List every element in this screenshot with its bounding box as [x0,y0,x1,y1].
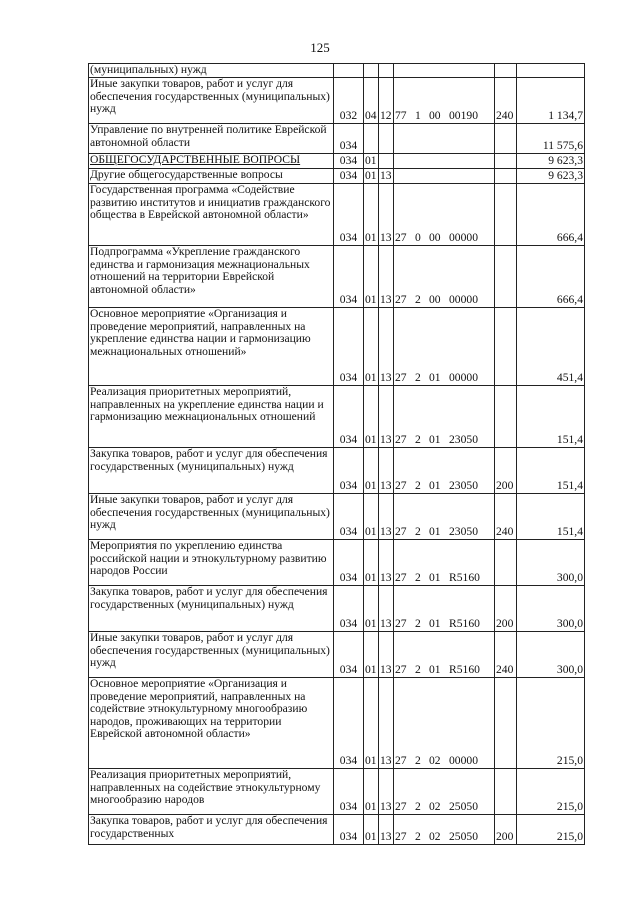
cell-rz: 01 [364,246,379,308]
cell-sum: 451,4 [517,308,585,386]
cell-cs [394,64,495,78]
cell-vr: 200 [495,448,517,494]
cell-cs-sub: 2 [415,479,421,493]
cell-rz: 01 [364,769,379,815]
cell-pr: 13 [379,448,394,494]
cell-name [89,124,334,154]
cell-gr: 034 [334,448,364,494]
table-row [89,769,585,815]
cell-name [89,154,334,169]
cell-cs [394,815,495,845]
cell-cs-dir: 00000 [449,754,478,768]
cell-gr: 034 [334,769,364,815]
cell-vr: 240 [495,632,517,678]
cell-sum: 300,0 [517,632,585,678]
cell-sum: 666,4 [517,246,585,308]
cell-cs-ev: 02 [429,800,441,814]
cell-cs-prog: 27 [395,479,407,493]
cell-gr: 034 [334,815,364,845]
cell-sum [517,64,585,78]
cell-rz: 01 [364,184,379,246]
cell-cs-ev: 00 [429,109,441,123]
cell-vr [495,184,517,246]
page-number: 125 [310,40,330,55]
cell-cs-ev: 01 [429,371,441,385]
cell-name-text: Закупка товаров, работ и услуг для обеспечения государственных (муниципальных) нужд [90,447,328,473]
cell-vr [495,124,517,154]
table-row [89,64,585,78]
cell-pr: 13 [379,540,394,586]
cell-name [89,78,334,124]
cell-cs-dir: 23050 [449,433,478,447]
cell-cs [394,169,495,184]
cell-cs-sub: 2 [415,433,421,447]
cell-cs-dir: R5160 [449,663,480,677]
cell-name-text: Реализация приоритетных мероприятий, направленных на укрепление единства нации и гармонизацию межнациональных отношений [90,385,324,424]
cell-pr: 13 [379,494,394,540]
cell-cs-dir: 25050 [449,800,478,814]
cell-cs-sub: 2 [415,293,421,307]
cell-vr [495,678,517,769]
cell-cs-ev: 01 [429,433,441,447]
cell-name-text: Подпрограмма «Укрепление гражданского единства и гармонизация межнациональных отношений на территории Еврейской автономной области» [90,245,310,296]
cell-gr: 034 [334,184,364,246]
cell-cs-ev: 01 [429,571,441,585]
table-row [89,540,585,586]
cell-name [89,169,334,184]
cell-gr: 034 [334,246,364,308]
cell-vr: 200 [495,586,517,632]
cell-cs [394,540,495,586]
cell-cs-ev: 00 [429,293,441,307]
cell-cs-prog: 27 [395,231,407,245]
cell-cs-sub: 2 [415,525,421,539]
cell-vr [495,64,517,78]
cell-vr [495,246,517,308]
cell-sum: 151,4 [517,494,585,540]
cell-rz [364,124,379,154]
table-row [89,308,585,386]
cell-sum: 215,0 [517,678,585,769]
cell-sum: 1 134,7 [517,78,585,124]
cell-rz: 01 [364,815,379,845]
table-row [89,678,585,769]
cell-name-text: Другие общегосударственные вопросы [90,168,283,181]
cell-pr [379,154,394,169]
cell-pr: 13 [379,246,394,308]
cell-sum: 9 623,3 [517,154,585,169]
cell-pr: 13 [379,632,394,678]
cell-vr [495,169,517,184]
cell-cs-sub: 2 [415,617,421,631]
cell-name-text: Иные закупки товаров, работ и услуг для обеспечения государственных (муниципальных) нужд [90,631,330,670]
cell-cs-dir: 00000 [449,293,478,307]
cell-cs-prog: 77 [395,109,407,123]
cell-cs [394,632,495,678]
cell-cs-dir: 25050 [449,830,478,844]
cell-cs-prog: 27 [395,663,407,677]
cell-gr: 032 [334,78,364,124]
table-body [89,64,585,845]
cell-pr [379,64,394,78]
cell-cs-sub: 0 [415,231,421,245]
cell-vr [495,386,517,448]
cell-cs-prog: 27 [395,617,407,631]
cell-name-text: Государственная программа «Содействие развитию институтов и инициатив гражданского общества в Еврейской автономной области» [90,183,331,222]
cell-pr: 13 [379,815,394,845]
cell-cs [394,154,495,169]
cell-rz [364,64,379,78]
table-row [89,494,585,540]
cell-name-text: Реализация приоритетных мероприятий, направленных на содействие этнокультурному многообразию народов [90,768,321,807]
cell-cs-ev: 00 [429,231,441,245]
cell-cs-sub: 1 [415,109,421,123]
cell-vr: 240 [495,78,517,124]
cell-rz: 01 [364,586,379,632]
cell-cs-prog: 27 [395,371,407,385]
cell-cs-prog: 27 [395,571,407,585]
cell-cs-dir: 23050 [449,525,478,539]
table-row [89,78,585,124]
table-row [89,124,585,154]
cell-gr: 034 [334,678,364,769]
cell-gr: 034 [334,632,364,678]
cell-cs-prog: 27 [395,293,407,307]
cell-name-text: Мероприятия по укреплению единства российской нации и этнокультурному развитию народов России [90,539,327,578]
cell-cs-ev: 02 [429,754,441,768]
cell-cs-prog: 27 [395,525,407,539]
cell-gr: 034 [334,154,364,169]
cell-cs-sub: 2 [415,371,421,385]
cell-name [89,184,334,246]
cell-sum: 215,0 [517,769,585,815]
cell-name [89,815,334,845]
cell-rz: 01 [364,632,379,678]
cell-name-text: Закупка товаров, работ и услуг для обеспечения государственных [90,814,328,840]
table-row [89,184,585,246]
cell-name [89,632,334,678]
cell-name-text: ОБЩЕГОСУДАРСТВЕННЫЕ ВОПРОСЫ [90,153,301,166]
cell-name [89,386,334,448]
cell-cs-ev: 01 [429,525,441,539]
cell-gr: 034 [334,308,364,386]
cell-pr: 13 [379,678,394,769]
cell-pr [379,124,394,154]
cell-name [89,678,334,769]
cell-gr: 034 [334,586,364,632]
cell-cs-sub: 2 [415,800,421,814]
cell-cs [394,386,495,448]
cell-cs-ev: 01 [429,663,441,677]
cell-rz: 01 [364,448,379,494]
cell-vr [495,540,517,586]
table-row [89,154,585,169]
cell-cs [394,308,495,386]
cell-gr: 034 [334,386,364,448]
cell-name-text: Управление по внутренней политике Еврейской автономной области [90,123,327,149]
cell-pr: 13 [379,308,394,386]
cell-gr: 034 [334,540,364,586]
cell-sum: 215,0 [517,815,585,845]
cell-rz: 04 [364,78,379,124]
cell-sum: 151,4 [517,448,585,494]
cell-cs [394,78,495,124]
table-row [89,386,585,448]
cell-name-text: (муниципальных) нужд [90,63,207,76]
cell-cs-sub: 2 [415,754,421,768]
cell-sum: 151,4 [517,386,585,448]
cell-cs-ev: 01 [429,479,441,493]
cell-name [89,769,334,815]
table-row [89,815,585,845]
cell-name-text: Основное мероприятие «Организация и проведение мероприятий, направленных на содействие этнокультурному многообразию народов, проживающих на территории Еврейской автономной области» [90,677,308,741]
cell-name [89,308,334,386]
table-row [89,448,585,494]
cell-pr: 13 [380,169,392,183]
cell-cs-ev: 02 [429,830,441,844]
cell-rz: 01 [364,494,379,540]
cell-vr [495,308,517,386]
cell-cs-sub: 2 [415,663,421,677]
table-row [89,246,585,308]
cell-name [89,586,334,632]
cell-rz: 01 [364,540,379,586]
cell-cs-prog: 27 [395,433,407,447]
cell-cs-sub: 2 [415,830,421,844]
cell-rz: 01 [364,678,379,769]
cell-cs-ev: 01 [429,617,441,631]
cell-gr: 034 [334,124,364,154]
cell-rz: 01 [364,308,379,386]
cell-pr: 13 [379,184,394,246]
cell-name-text: Основное мероприятие «Организация и проведение мероприятий, направленных на укрепление единства нации и гармонизацию межнациональных отношений» [90,307,311,358]
cell-pr: 12 [379,78,394,124]
table-row [89,586,585,632]
cell-cs [394,678,495,769]
cell-cs-dir: 00000 [449,371,478,385]
cell-cs [394,769,495,815]
cell-gr [334,64,364,78]
cell-cs-prog: 27 [395,830,407,844]
cell-vr: 240 [495,494,517,540]
cell-name [89,64,334,78]
cell-vr: 200 [495,815,517,845]
cell-cs-dir: 23050 [449,479,478,493]
cell-rz: 01 [365,169,377,183]
cell-cs [394,246,495,308]
cell-pr: 13 [379,769,394,815]
cell-sum: 300,0 [517,540,585,586]
cell-cs [394,124,495,154]
cell-name [89,540,334,586]
cell-sum: 9 623,3 [517,169,585,184]
cell-name-text: Иные закупки товаров, работ и услуг для обеспечения государственных (муниципальных) нужд [90,77,330,116]
table-row [89,169,585,184]
cell-cs-dir: 00000 [449,231,478,245]
cell-gr: 034 [334,169,364,184]
cell-cs [394,448,495,494]
cell-name [89,448,334,494]
budget-table [88,63,585,845]
cell-cs [394,586,495,632]
cell-sum: 11 575,6 [517,124,585,154]
cell-cs-dir: R5160 [449,617,480,631]
cell-rz: 01 [364,386,379,448]
cell-cs-sub: 2 [415,571,421,585]
cell-name [89,246,334,308]
cell-rz: 01 [365,154,377,168]
cell-sum: 300,0 [517,586,585,632]
cell-cs [394,494,495,540]
cell-cs-prog: 27 [395,800,407,814]
cell-cs-dir: 00190 [449,109,478,123]
cell-gr: 034 [334,494,364,540]
table-row [89,632,585,678]
cell-name-text: Иные закупки товаров, работ и услуг для обеспечения государственных (муниципальных) нужд [90,493,330,532]
cell-vr [495,154,517,169]
cell-name-text: Закупка товаров, работ и услуг для обеспечения государственных (муниципальных) нужд [90,585,328,611]
cell-pr: 13 [379,586,394,632]
cell-cs-dir: R5160 [449,571,480,585]
cell-pr: 13 [379,386,394,448]
cell-sum: 666,4 [517,184,585,246]
cell-name [89,494,334,540]
cell-cs-prog: 27 [395,754,407,768]
cell-cs [394,184,495,246]
cell-vr [495,769,517,815]
